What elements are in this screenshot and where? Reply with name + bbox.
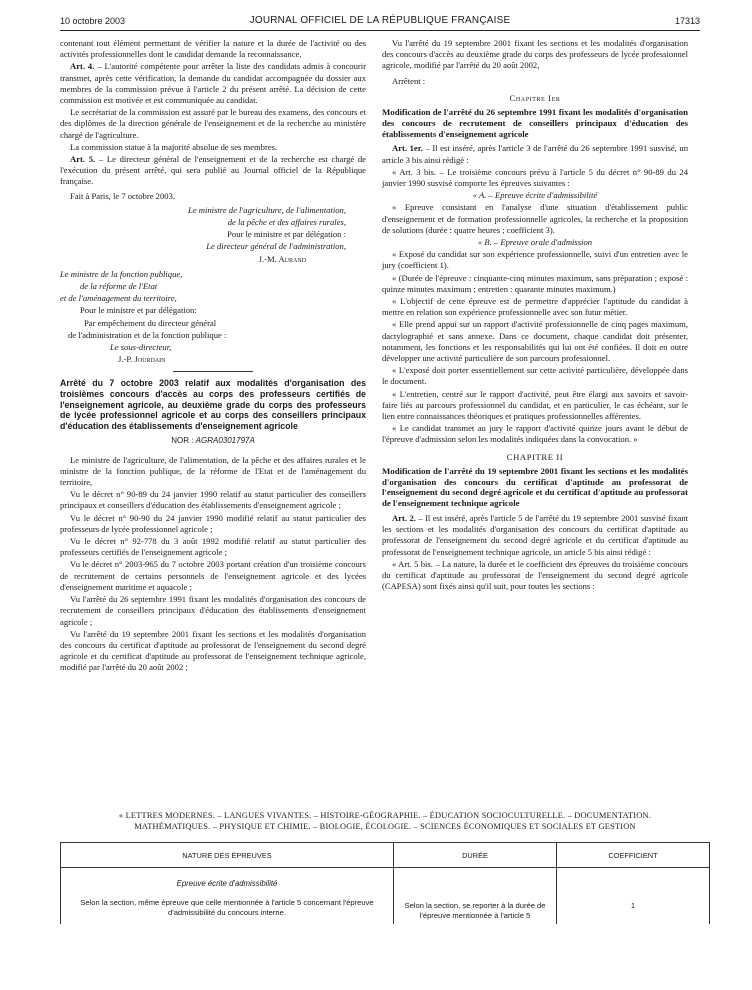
chapter-1-heading: Chapitre Ier: [509, 92, 561, 103]
visa: Vu l'arrêté du 19 septembre 2001 fixant les sections et les modalités d'organisation des concours du certificat d'aptitude au professorat de l'enseignement du second degré agricole et du certificat d'aptitude au professorat de l'enseignement technique agricole, modifié par l'arrêté du 20 août 2002 ;: [60, 628, 366, 673]
page-header: [60, 14, 700, 31]
header-date: 10 octobre 2003: [60, 16, 126, 26]
signature-block-1: Le ministre de l'agriculture, de l'alimentation, de la pêche et des affaires rurales, Pour le ministre et par délégation : Le directeur général de l'administration, J.-M. Aurand: [60, 205, 366, 265]
arretent: Arrêtent :: [392, 75, 426, 86]
fait-a-paris: Fait à Paris, le 7 octobre 2003.: [70, 190, 176, 201]
paragraph: La commission statue à la majorité absolue de ses membres.: [70, 141, 278, 152]
header-duree: DURÉE: [394, 843, 557, 868]
nor-reference: NOR : AGRA0301797A: [171, 436, 255, 446]
paragraph: « L'exposé doit porter essentiellement sur cette activité particulière, développée dans le document.: [382, 365, 688, 387]
left-column: [60, 38, 366, 675]
header-journal-title: JOURNAL OFFICIEL DE LA RÉPUBLIQUE FRANÇAISE: [249, 15, 511, 26]
divider: [173, 371, 253, 372]
paragraph: « (Durée de l'épreuve : cinquante-cinq minutes maximum, sans préparation ; exposé : quinze minutes maximum ; entretien : quarante minutes maximum.): [382, 272, 688, 294]
section-b-heading: « B. – Epreuve orale d'admission: [477, 237, 593, 248]
epreuves-table: [60, 842, 710, 924]
article-3bis: « Art. 3 bis. – Le troisième concours prévu à l'article 5 du décret n° 90-89 du 24 janvier 1990 susvisé comporte les épreuves suivantes :: [382, 166, 688, 189]
signature-block-2: Le ministre de la fonction publique, de la réforme de l'Etat et de l'aménagement du territoire, Pour le ministre et par délégation: Par empêchement du directeur général de l'administration et de la fonction publique : Le sous-directeur, J.-P. Jourdain: [60, 269, 366, 366]
article-1: Art. 1er. – Il est inséré, après l'article 3 de l'arrêté du 26 septembre 1991 susvisé, un article 3 bis ainsi rédigé :: [382, 143, 689, 165]
paragraph: Le ministre de l'agriculture, de l'alimentation, de la pêche et des affaires rurales et le ministre de la fonction publique, de la réforme de l'Etat et de l'aménagement du territoire,: [60, 454, 366, 488]
header-page-number: 17313: [674, 16, 700, 26]
chapter-2-heading: CHAPITRE II: [506, 451, 564, 462]
paragraph: « Le candidat transmet au jury le rapport d'activité quinze jours avant le début de l'épreuve d'admission selon les modalités indiquées dans la convocation. »: [382, 423, 688, 445]
visa: Vu le décret n° 90-90 du 24 janvier 1990 modifié relatif au statut particulier des professeurs de lycée professionnel agricole ;: [60, 512, 366, 534]
right-column: [382, 38, 688, 594]
visa: Vu l'arrêté du 19 septembre 2001 fixant les sections et les modalités d'organisation des concours d'accès au deuxième grade du corps des professeurs de lycée professionnel agricole, modifié par l'arrêté du 20 août 2002,: [382, 38, 688, 71]
paragraph: « Elle prend appui sur un rapport d'activité professionnelle de cinq pages maximum, dactylographié et sans annexe. Dans ce document, chaque candidat doit présenter, notamment, les fonctions et les responsabilités qui lui ont été confiées. Il doit en outre développer une activité particulière de son parcours professionnel.: [382, 319, 688, 364]
epreuve-subheading: Epreuve écrite d'admissibilité: [176, 879, 278, 888]
paragraph: « L'objectif de cette épreuve est de permettre d'apprécier l'aptitude du candidat à mettre en relation son expérience professionnelle avec son futur métier.: [382, 296, 688, 318]
sections-list: « LETTRES MODERNES. – LANGUES VIVANTES. – HISTOIRE-GÉOGRAPHIE. – ÉDUCATION SOCIOCULTURELLE. – DOCUMENTATION. MATHÉMATIQUES. – PHYSIQUE ET CHIMIE. – BIOLOGIE, ÉCOLOGIE. – SCIENCES ÉCONOMIQUES ET SOCIALES ET GESTION: [118, 811, 652, 831]
article-4: Art. 4. – L'autorité compétente pour arrêter la liste des candidats admis à concourir transmet, après cette vérification, la demande du candidat accompagnée du dossier aux membres de la commission prévue à l'article 2 du présent arrêté. La décision de cette commission est motivée et est communiquée au candidat.: [60, 61, 367, 106]
article-2: Art. 2. – Il est inséré, après l'article 5 de l'arrêté du 19 septembre 2001 susvisé fixant les sections et les modalités d'organisation des concours du certificat d'aptitude au professorat de l'enseignement du second degré agricole et du certificat d'aptitude au professorat de l'enseignement technique agricole, un article 5 bis ainsi rédigé :: [382, 513, 689, 557]
visa: Vu l'arrêté du 26 septembre 1991 fixant les modalités d'organisation des concours de recrutement de conseillers principaux d'éducation des établissements d'enseignement agricole ;: [60, 594, 366, 627]
table-row: [61, 868, 710, 925]
visa: Vu le décret n° 90-89 du 24 janvier 1990 relatif au statut particulier des conseillers principaux et conseillers d'éducation des établissements d'enseignement agricole ;: [60, 489, 366, 511]
arrete-title: Arrêté du 7 octobre 2003 relatif aux modalités d'organisation des troisièmes concours d'accès au corps des professeurs certifiés de l'enseignement agricole, au deuxième grade du corps des professeurs de lycée professionnel agricole et au corps des conseillers principaux d'éducation des établissements d'enseignement agricole: [60, 378, 366, 431]
paragraph: contenant tout élément permettant de vérifier la nature et la durée de l'activité ou des activités professionnelles dont le candidat demande la reconnaissance.: [60, 38, 366, 60]
paragraph: « Exposé du candidat sur son expérience professionnelle, suivi d'un entretien avec le jury (coefficient 1).: [382, 249, 688, 271]
header-nature: NATURE DES ÉPREUVES: [61, 843, 394, 868]
signatory-name: J.-M. Aurand: [258, 253, 306, 264]
visa: Vu le décret n° 2003-965 du 7 octobre 2003 portant création d'un troisième concours de recrutement de certains personnels de l'enseignement agricole et des lycées d'enseignement maritime et aquacole ;: [60, 559, 366, 592]
signatory-name: J.-P. Jourdain: [118, 354, 166, 365]
chapter-2-title: Modification de l'arrêté du 19 septembre 2001 fixant les sections et les modalités d'organisation des concours du certificat d'aptitude au professorat de l'enseignement du second degré agricole et du certificat d'aptitude au professorat de l'enseignement technique agricole: [382, 465, 688, 509]
paragraph: Le secrétariat de la commission est assuré par le bureau des examens, des concours et des diplômes de la direction générale de l'enseignement et de la recherche au ministère chargé de l'agriculture.: [60, 107, 366, 140]
nature-cell: Selon la section, même épreuve que celle mentionnée à l'article 5 concernant l'épreuve d'admissibilité du concours interne.: [80, 898, 374, 917]
visa: Vu le décret n° 92-778 du 3 août 1992 modifié relatif au statut particulier des professeurs certifiés de l'enseignement agricole ;: [60, 536, 366, 558]
duree-cell: Selon la section, se reporter à la durée de l'épreuve mentionnée à l'article 5: [404, 901, 546, 920]
header-coefficient: COEFFICIENT: [557, 843, 710, 868]
coefficient-cell: 1: [630, 901, 636, 910]
chapter-1-title: Modification de l'arrêté du 26 septembre 1991 fixant les modalités d'organisation des concours de recrutement de conseillers principaux d'éducation des établissements d'enseignement agricole: [382, 107, 688, 139]
article-5bis: « Art. 5 bis. – La nature, la durée et le coefficient des épreuves du troisième concours du certificat d'aptitude au professorat de l'enseignement du second degré agricole (CAPESA) sont fixés ainsi qu'il suit, pour toutes les sections :: [382, 558, 688, 592]
article-5: Art. 5. – Le directeur général de l'enseignement et de la recherche est chargé de l'exécution du présent arrêté, qui sera publié au Journal officiel de la République française.: [60, 154, 366, 187]
paragraph: « Epreuve consistant en l'analyse d'une situation d'établissement public d'enseignement et de formation professionnelle agricoles, la recherche et la proposition de solutions (durée : quatre heures ; coefficient 3).: [382, 202, 688, 235]
section-a-heading: « A. – Epreuve écrite d'admissibilité: [472, 190, 598, 201]
paragraph: « L'entretien, centré sur le rapport d'activité, peut être élargi aux savoirs et savoir-faire liés au parcours professionnel du candidat, et en particulier, le cas échéant, sur le lien entre connaissances théoriques et pratiques professionnelles afférentes.: [382, 388, 688, 422]
